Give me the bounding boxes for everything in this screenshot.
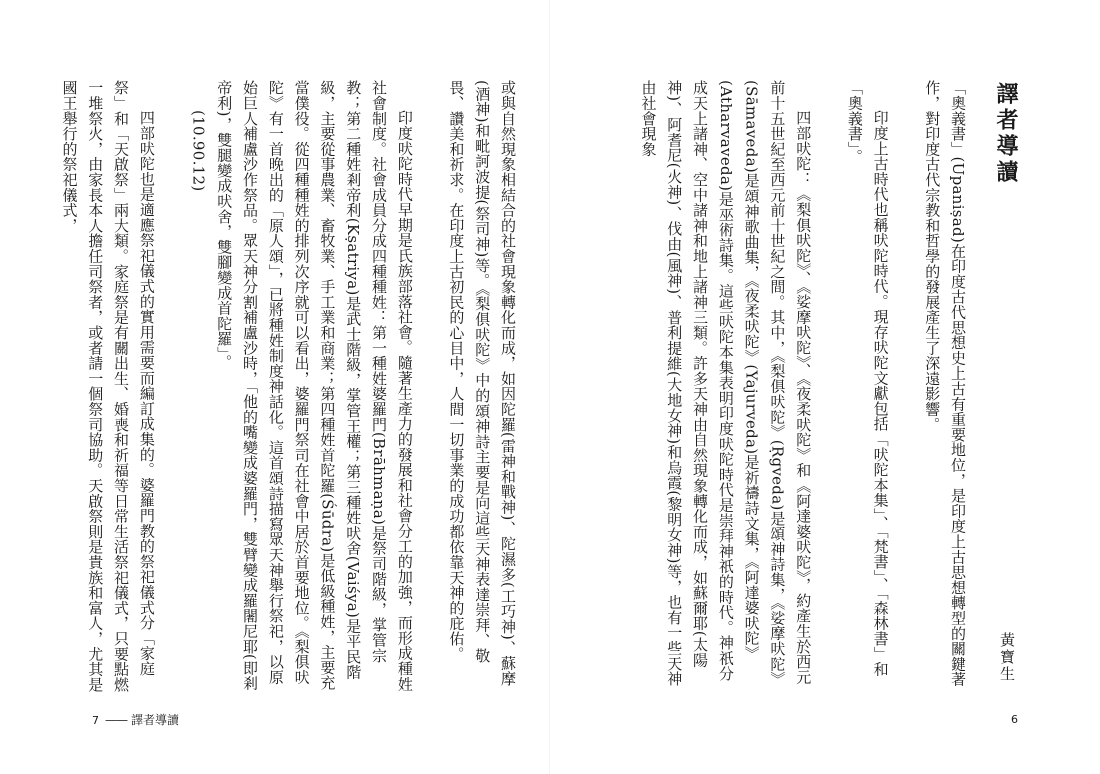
page-number: 6 xyxy=(1011,713,1018,726)
author-name: 黃寶生 xyxy=(998,632,1016,683)
left-page-body xyxy=(60,80,520,692)
verse-citation: (10.90.12) xyxy=(189,110,208,192)
chapter-title: 譯者導讀 xyxy=(993,82,1019,186)
paragraph: 或與自然現象相結合的社會現象轉化而成，如因陀羅(雷神和戰神)、陀濕多(工巧神)、蘇摩(酒神)和毗訶波提(祭司神)等。《梨俱吠陀》中的頌神詩主要是向這些天神表達崇拜、敬畏、讚美和祈求。在印度上古初民的心目中，人間一切事業的成功都依靠天神的庇佑。 xyxy=(447,80,517,687)
paragraph: 印度上古時代也稱吠陀時代。現存吠陀文獻包括「吠陀本集」、「梵書」、「森林書」和「奧義書」。 xyxy=(845,80,890,677)
paragraph: 四部吠陀：《梨俱吠陀》、《娑摩吠陀》、《夜柔吠陀》和《阿達婆吠陀》，約產生於西元前十五世紀至西元前十世紀之間。其中，《梨俱吠陀》(Ṛgveda)是頌神詩集，《娑摩吠陀》(Sāmaveda)是頌神歌曲集，《夜柔吠陀》(Yajurveda)是祈禱詩文集，《阿達婆吠陀》(Atharvaveda)是巫術詩集。這些吠陀本集表明印度吠陀時代是崇拜神祇的時代。神祇分成天上諸神、空中諸神和地上諸神三類。許多天神由自然現象轉化而成，如蘇爾耶(太陽神)、阿耆尼(火神)、伐由(風神)、普利提維(大地女神)和烏霞(黎明女神)等，也有一些天神由社會現象 xyxy=(639,80,813,687)
running-header-title: 譯者導讀 xyxy=(131,713,180,727)
paragraph: 四部吠陀也是適應祭祀儀式的實用需要而編訂成集的。婆羅門教的祭祀儀式分「家庭祭」和「天啟祭」兩大類。家庭祭是有關出生、婚喪和祈福等日常生活祭祀儀式，只要點燃一堆祭火，由家長本人擔任司祭者，或者請一個祭司協助。天啟祭則是貴族和富人，尤其是國王舉行的祭祀儀式， xyxy=(60,80,156,692)
right-page xyxy=(550,0,1100,774)
paragraph: 印度吠陀時代早期是氏族部落社會。隨著生產力的發展和社會分工的加強，而形成種姓社會制度。社會成員分成四種種姓：第一種姓婆羅門(Brāhmaṇa)是祭司階級，掌管宗教；第二種姓剎帝利(Kṣatriya)是武士階級，掌管王權；第三種姓吠舍(Vaiśya)是平民階級，主要從事農業、畜牧業、手工業和商業；第四種姓首陀羅(Śūdra)是低級種姓，主要充當僕役。從四種種姓的排列次序就可以看出，婆羅門祭司在社會中居於首要地位。《梨俱吠陀》有一首晚出的「原人頌」，已將種姓制度神話化。這首頌詩描寫眾天神舉行祭祀，以原始巨人補盧沙作祭品。眾天神分割補盧沙時，「他的嘴變成婆羅門，雙臂變成羅闍尼耶(即剎帝利)，雙腿變成吠舍，雙腳變成首陀羅」。 xyxy=(215,80,414,692)
right-page-body xyxy=(600,80,970,692)
page-number: 7 xyxy=(92,714,99,727)
paragraph: 「奧義書」(Upaniṣad)在印度古代思想史上古有重要地位，是印度上古思想轉型的關鍵著作，對印度古代宗教和哲學的發展產生了深遠影響。 xyxy=(923,80,967,687)
running-footer xyxy=(92,711,179,728)
footer-dash: —— xyxy=(105,713,127,727)
